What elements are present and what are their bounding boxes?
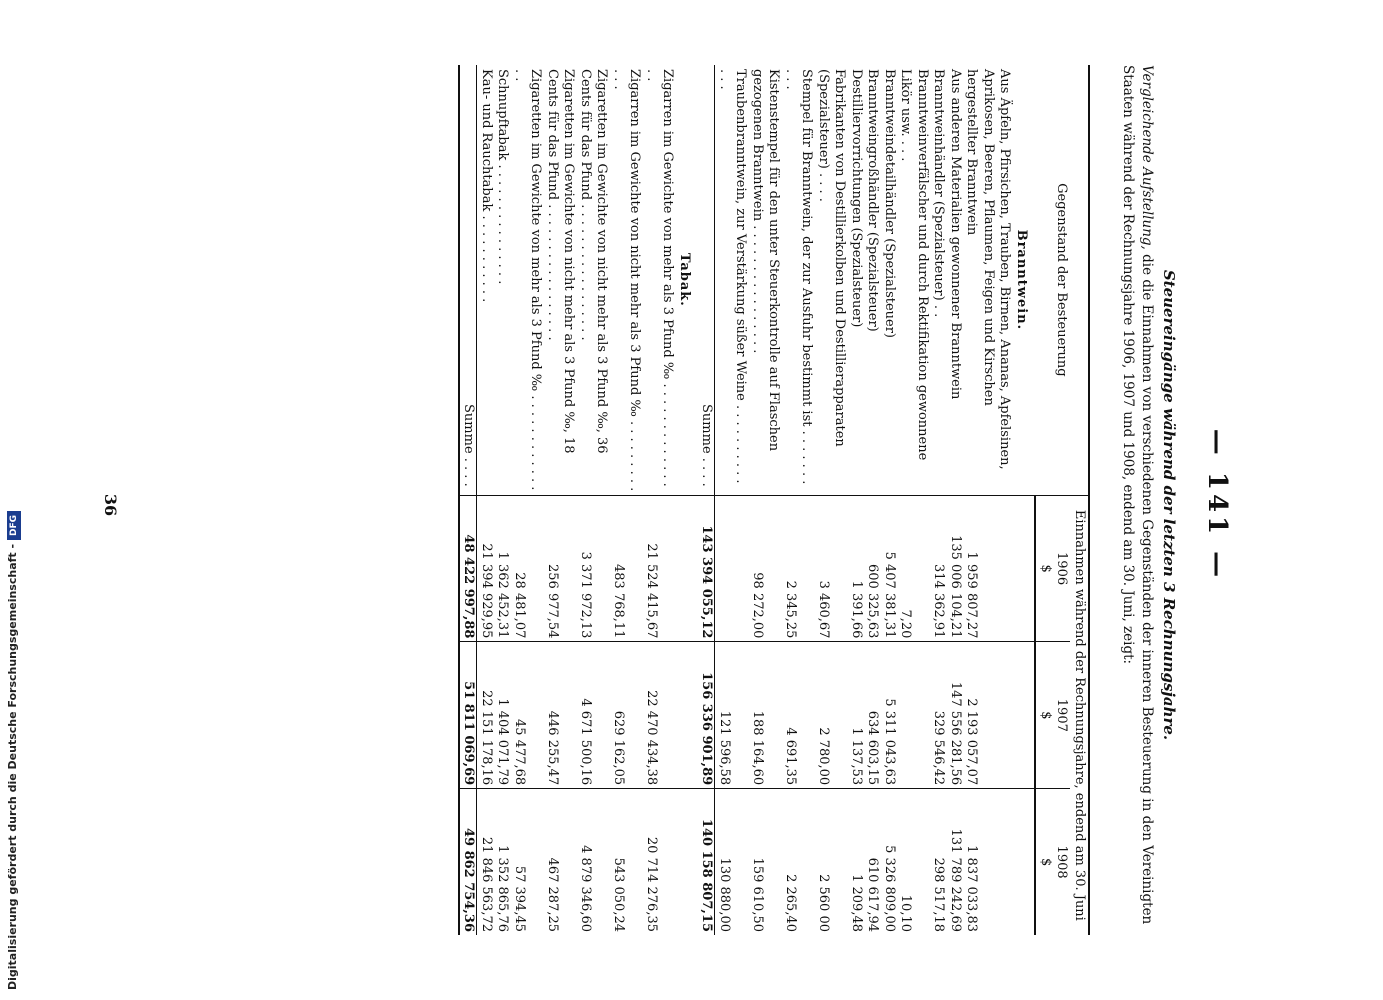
row-label: Destilliervorrichtungen (Spezialsteuer): [848, 65, 865, 495]
cell-1906: 2 345,25: [782, 495, 815, 642]
cell-1906: 256 977,54: [544, 495, 577, 642]
row-label: Kistenstempel für den unter Steuerkontrolle auf Flaschen gezogenen Branntwein . . . . . . . . . . . . . . . .: [749, 65, 782, 495]
table-row: [930, 65, 947, 935]
intro-lead: Vergleichende Aufstellung,: [1139, 65, 1155, 250]
cell-1908: 467 287,25: [544, 789, 577, 935]
cell-1908: 543 050,24: [610, 789, 643, 935]
cell-1907: 147 556 281,56: [947, 642, 964, 789]
cell-1908: 131 789 242,69: [947, 789, 964, 935]
cell-1908: 1 209,48: [848, 789, 865, 935]
cell-1907: 121 596,58: [715, 642, 749, 789]
digitization-credit: [6, 380, 21, 990]
table-row: [881, 65, 898, 935]
cell-1906: 21 524 415,67: [643, 495, 676, 642]
table-row: [864, 65, 881, 935]
cell-1907: 329 546,42: [930, 642, 947, 789]
row-label: Kau- und Rauchtabak . . . . . . . . . . .: [477, 65, 494, 495]
cell-1906: [715, 495, 749, 642]
table-row: [963, 65, 1013, 935]
sum-1908: 49 862 754,36: [459, 789, 477, 935]
year-1908-header: 1908 $: [1035, 789, 1070, 935]
cell-1906: 1 391,66: [848, 495, 865, 642]
cell-1908: 2 560 00: [815, 789, 848, 935]
cell-1906: 3 371 972,13: [577, 495, 610, 642]
section-row: [1013, 65, 1036, 935]
sum-1906: 48 422 997,88: [459, 495, 477, 642]
cell-1907: 1 404 071,79: [494, 642, 511, 789]
row-label: Branntweingroßhändler (Spezialsteuer): [864, 65, 881, 495]
cell-1908: 298 517,18: [930, 789, 947, 935]
cell-1908: 57 394,45: [511, 789, 544, 935]
row-label: Branntweindetailhändler (Spezialsteuer): [881, 65, 898, 495]
table-row: [749, 65, 782, 935]
cell-1906: 314 362,91: [930, 495, 947, 642]
cell-1906: 135 006 104,21: [947, 495, 964, 642]
cell-1907: 2 193 057,07: [963, 642, 1013, 789]
cell-1907: 446 255,47: [544, 642, 577, 789]
row-label: Fabrikanten von Destillierkolben und Destillierapparaten (Spezialsteuer) . . . .: [815, 65, 848, 495]
sum-1906: 143 394 055,12: [698, 495, 715, 642]
cell-1908: 5 326 809,00: [881, 789, 898, 935]
footer-mark: 36: [101, 493, 120, 517]
cell-1907: 629 162,05: [610, 642, 643, 789]
cell-1908: 1 352 865,76: [494, 789, 511, 935]
cell-1906: 28 481,07: [511, 495, 544, 642]
table-row: [511, 65, 544, 935]
page-heading: Steuereingänge während der letzten 3 Rechnungsjahre.: [1160, 269, 1178, 741]
table-row: [577, 65, 610, 935]
cell-1906: 5 407 381,31: [881, 495, 898, 642]
sum-1907: 51 811 069,69: [459, 642, 477, 789]
row-label: Branntweinhändler (Spezialsteuer) . .: [930, 65, 947, 495]
cell-1907: 5 311 043,63: [881, 642, 898, 789]
cell-1908: 10,10: [897, 789, 930, 935]
section-title-branntwein: Branntwein.: [1014, 229, 1029, 331]
intro-paragraph: [1118, 65, 1156, 925]
sum-1907: 156 336 901,89: [698, 642, 715, 789]
sum-row-branntwein: [698, 65, 715, 935]
credit-text: Digitalisierung gefördert durch die Deutsche Forschungsgemeinschaft -: [6, 543, 19, 990]
cell-1906: 98 272,00: [749, 495, 782, 642]
cell-1907: 2 780,00: [815, 642, 848, 789]
cell-1907: 188 164,60: [749, 642, 782, 789]
col-group-header: Einnahmen während der Rechnungsjahre, endend am 30. Juni: [1070, 495, 1089, 935]
cell-1908: 610 617,94: [864, 789, 881, 935]
row-label: Zigaretten im Gewichte von nicht mehr als 3 Pfund ‰, 18 Cents für das Pfund . . . . . . . . . . . . . . . . .: [544, 65, 577, 495]
section-title-tabak: Tabak.: [677, 252, 692, 307]
table-row: [477, 65, 494, 935]
cell-1907: 22 470 434,38: [643, 642, 676, 789]
row-label: Branntweinverfälscher und durch Rektifikation gewonnene Likör usw. . . .: [897, 65, 930, 495]
cell-1908: 4 879 346,60: [577, 789, 610, 935]
sum-label: Summe . . . .: [698, 65, 715, 495]
table-row: [715, 65, 749, 935]
cell-1906: 21 394 929,95: [477, 495, 494, 642]
sum-label: Summe . . . .: [459, 65, 477, 495]
page-number: — 141 —: [1202, 428, 1232, 582]
cell-1908: 20 714 276,35: [643, 789, 676, 935]
table-row: [544, 65, 577, 935]
cell-1907: 45 477,68: [511, 642, 544, 789]
dfg-logo: DFG: [7, 511, 21, 540]
row-label: Aus Äpfeln, Pfirsichen, Trauben, Birnen, Ananas, Apfelsinen, Aprikosen, Beeren, Pflaumen, Feigen und Kirschen hergestellter Branntwein: [963, 65, 1013, 495]
cell-1906: 600 325,63: [864, 495, 881, 642]
cell-1907: 634 603,15: [864, 642, 881, 789]
cell-1907: 4 671 500,16: [577, 642, 610, 789]
cell-1906: 7,20: [897, 495, 930, 642]
row-label: Aus anderen Materialien gewonnener Branntwein: [947, 65, 964, 495]
sum-row-tabak: [459, 65, 477, 935]
cell-1907: 4 691,35: [782, 642, 815, 789]
cell-1908: 21 846 563,72: [477, 789, 494, 935]
row-label: Traubenbranntwein, zur Verstärkung süßer Weine . . . . . . . . . . . . .: [715, 65, 749, 495]
row-label: Zigaretten im Gewichte von mehr als 3 Pfund ‰ . . . . . . . . . . . . . .: [511, 65, 544, 495]
cell-1908: 159 610,50: [749, 789, 782, 935]
cell-1908: 1 837 033,83: [963, 789, 1013, 935]
sum-1908: 140 158 807,15: [698, 789, 715, 935]
row-label: Zigarren im Gewichte von nicht mehr als 3 Pfund ‰ . . . . . . . . . . . .: [610, 65, 643, 495]
cell-1906: 3 460,67: [815, 495, 848, 642]
intro-rest: die die Einnahmen von verschiedenen Gegenständen der inneren Besteuerung in den Vereinigten Staaten während der Rechnungsjahre 1906, 1907 und 1908, endend am 30. Juni, zeigt:: [1120, 65, 1155, 925]
table-row: [947, 65, 964, 935]
cell-1906: 1 362 452,31: [494, 495, 511, 642]
section-row: [676, 65, 699, 935]
tax-revenue-table: [458, 65, 1090, 935]
year-1906-header: 1906 $: [1035, 495, 1070, 642]
table-row: [897, 65, 930, 935]
year-1907-header: 1907 $: [1035, 642, 1070, 789]
col-object-header: Gegenstand der Besteuerung: [1035, 65, 1089, 495]
table-row: [610, 65, 643, 935]
table-row: [782, 65, 815, 935]
cell-1908: 2 265,40: [782, 789, 815, 935]
row-label: Zigaretten im Gewichte von nicht mehr als 3 Pfund ‰, 36 Cents für das Pfund . . . . . . . . . . . . . . . . .: [577, 65, 610, 495]
cell-1906: 483 768,11: [610, 495, 643, 642]
cell-1907: 1 137,53: [848, 642, 865, 789]
table-row: [848, 65, 865, 935]
table-row: [643, 65, 676, 935]
row-label: Schnupftabak . . . . . . . . . . . . . . .: [494, 65, 511, 495]
cell-1907: [897, 642, 930, 789]
table-row: [815, 65, 848, 935]
row-label: Zigarren im Gewichte von mehr als 3 Pfund ‰ . . . . . . . . . . . . . . .: [643, 65, 676, 495]
scanned-page: [80, 55, 1240, 955]
row-label: Stempel für Branntwein, der zur Ausfuhr bestimmt ist . . . . . . . . . .: [782, 65, 815, 495]
cell-1907: 22 151 178,16: [477, 642, 494, 789]
table-row: [494, 65, 511, 935]
cell-1908: 130 880,00: [715, 789, 749, 935]
cell-1906: 1 959 807,27: [963, 495, 1013, 642]
